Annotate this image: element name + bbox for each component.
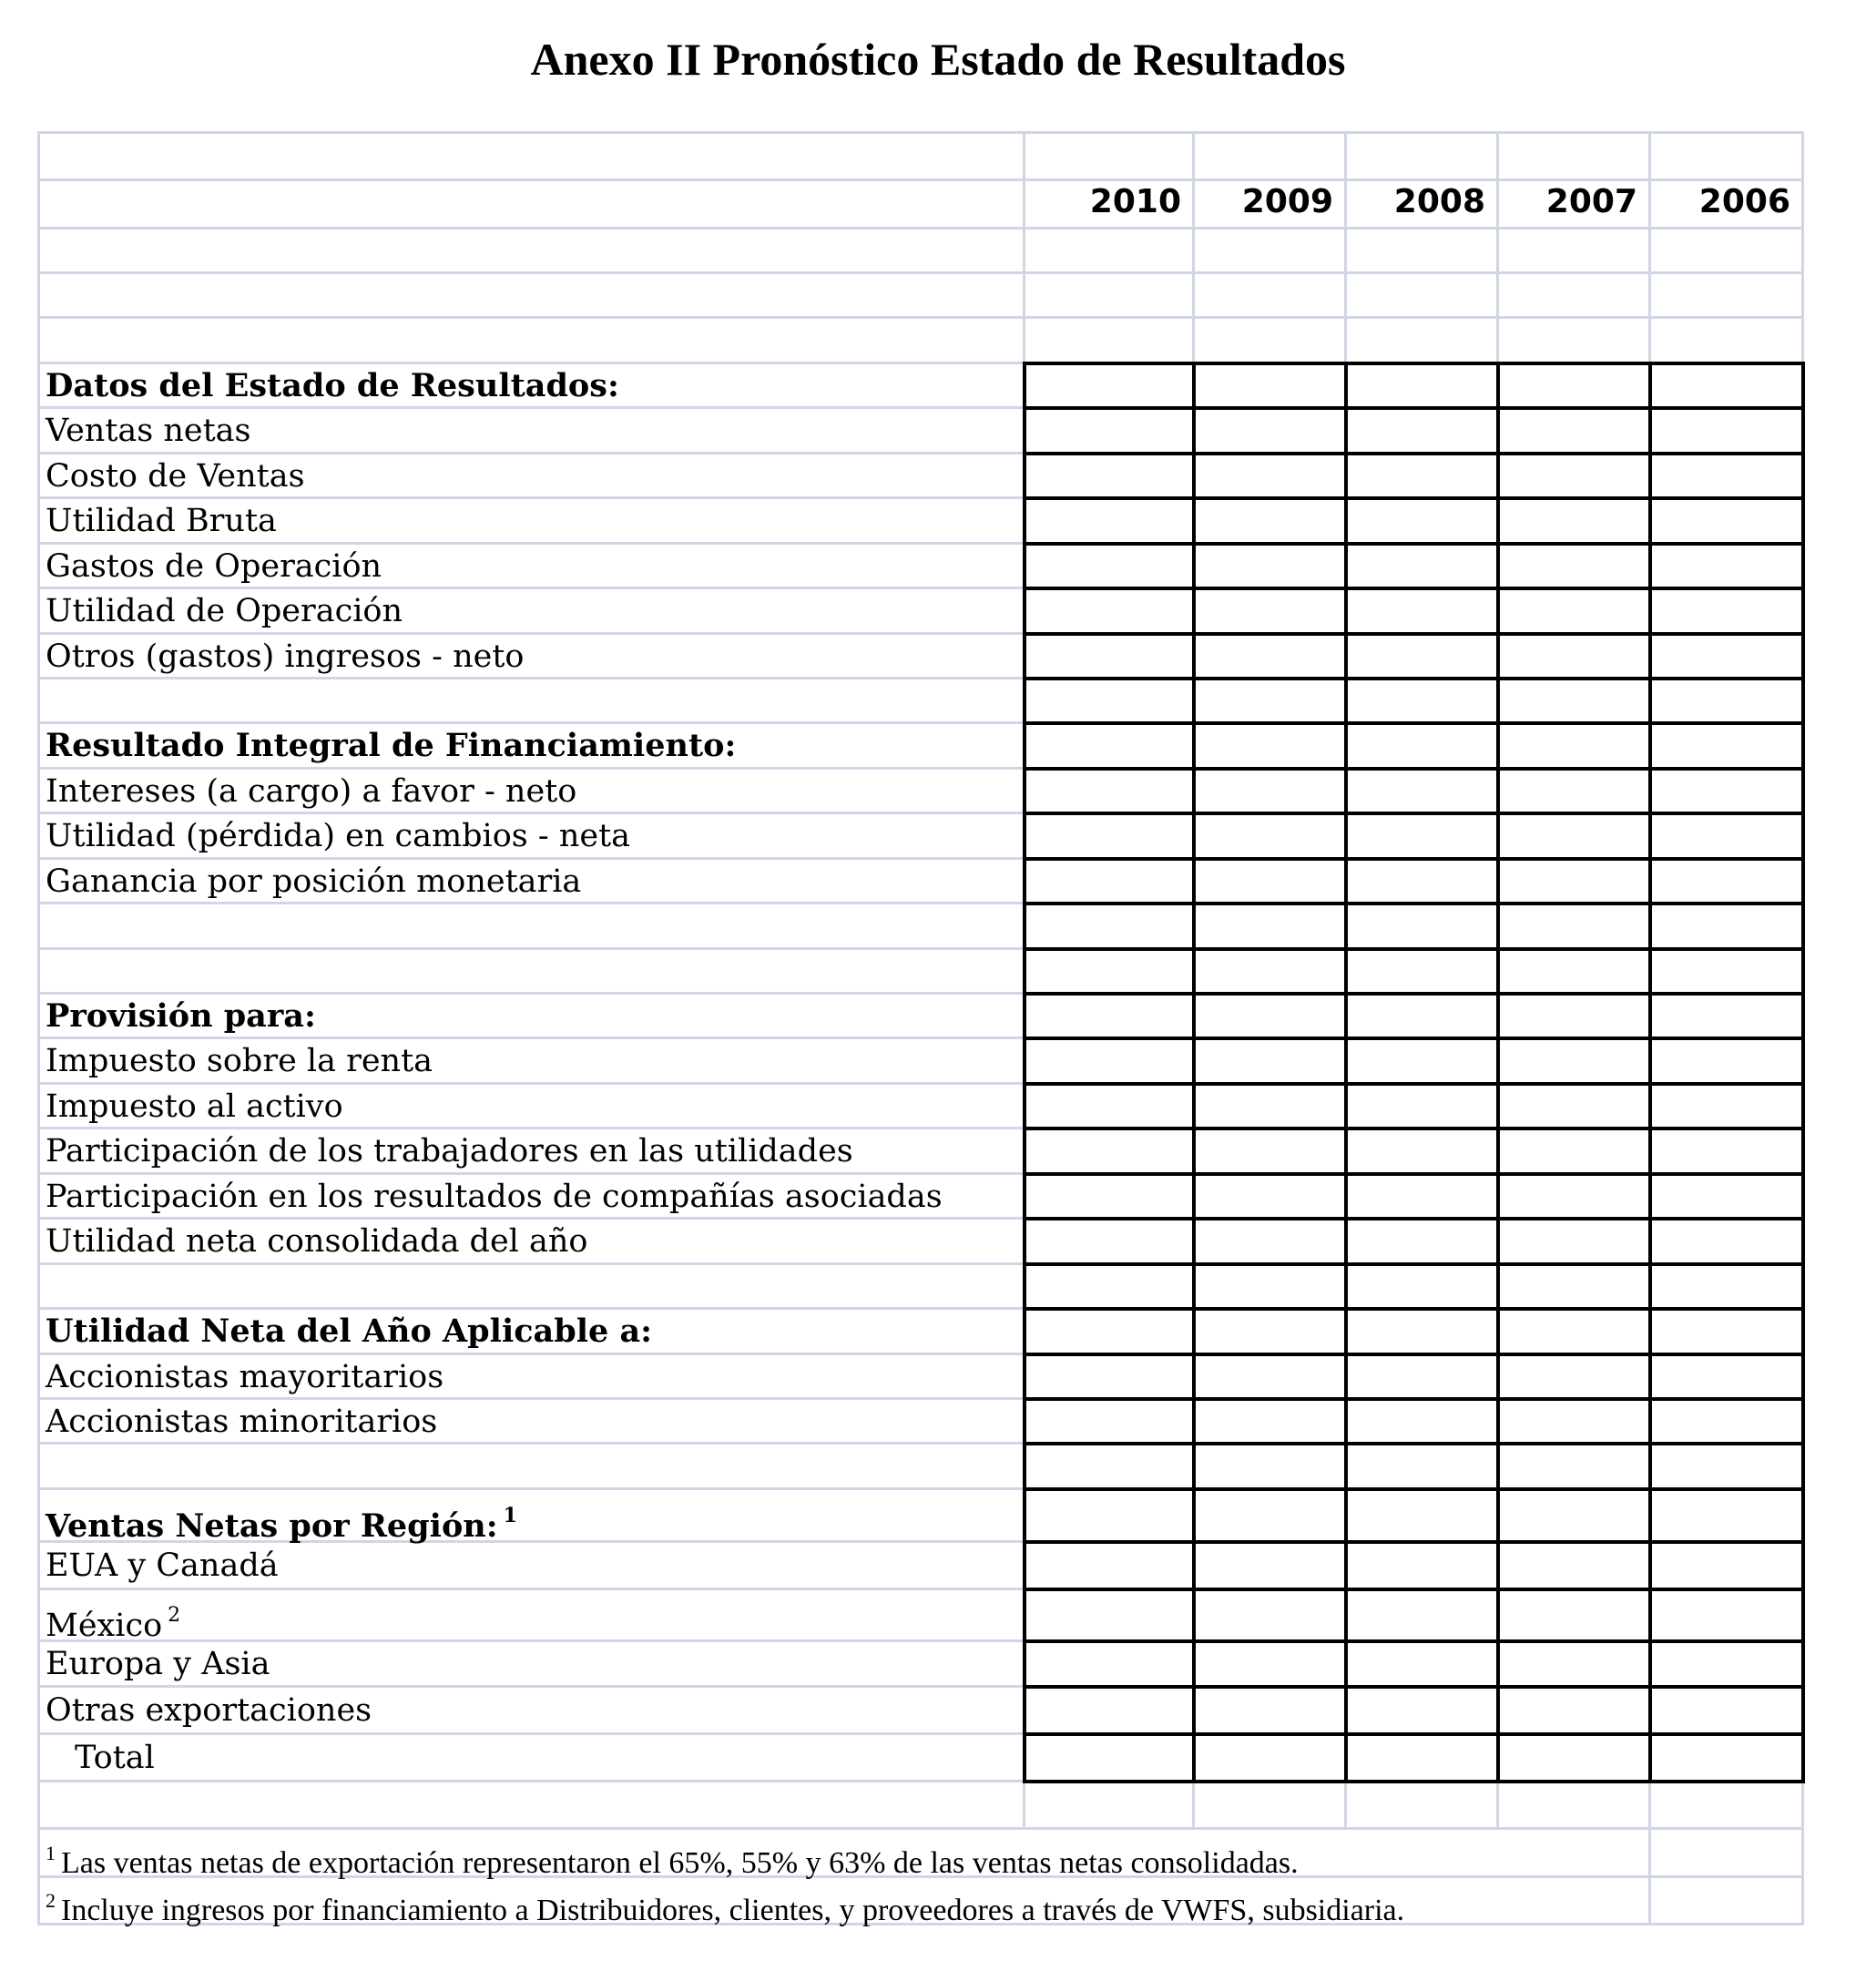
data-cell-border	[1023, 992, 1805, 996]
row-label	[46, 1688, 372, 1733]
page-title: Anexo II Pronóstico Estado de Resultados	[530, 34, 1346, 85]
row-label-text: Otras exportaciones	[46, 1692, 372, 1729]
grid-col-line	[37, 131, 40, 1923]
grid-row-line	[37, 227, 1804, 230]
grid-row-line	[37, 316, 1804, 319]
row-label	[46, 859, 581, 904]
footnote-marker: 2	[46, 1889, 56, 1912]
row-label-text: EUA y Canadá	[46, 1547, 279, 1584]
grid-row-line	[37, 131, 1804, 134]
data-cell-border	[1023, 902, 1805, 905]
data-cell-border	[1023, 1353, 1805, 1356]
footnote-marker: 2	[168, 1604, 181, 1627]
data-cell-border	[1023, 542, 1805, 546]
row-label-text: Costo de Ventas	[46, 458, 305, 495]
data-cell-border	[1344, 362, 1348, 1783]
row-label-text: Utilidad de Operación	[46, 593, 403, 629]
row-label-text: Europa y Asia	[46, 1646, 270, 1682]
row-label	[46, 994, 316, 1039]
row-label	[46, 723, 736, 769]
data-cell-border	[1023, 1262, 1805, 1266]
data-cell-border	[1023, 677, 1805, 680]
data-cell-border	[1023, 632, 1805, 636]
row-label	[46, 1543, 279, 1588]
row-label-text: Resultado Integral de Financiamiento:	[46, 727, 737, 764]
data-cell-border	[1023, 362, 1805, 365]
data-cell-border	[1023, 1127, 1805, 1130]
data-cell-border	[1023, 1307, 1805, 1311]
row-label-text: Intereses (a cargo) a favor - neto	[46, 773, 577, 810]
data-cell-border	[1023, 1442, 1805, 1445]
year-header-2009: 2009	[1241, 183, 1333, 220]
row-label	[46, 588, 403, 634]
data-cell-border	[1023, 587, 1805, 590]
data-cell-border	[1023, 1397, 1805, 1401]
data-cell-border	[1023, 406, 1805, 410]
row-label-text: Impuesto al activo	[46, 1088, 343, 1125]
row-label	[46, 1128, 853, 1174]
row-label-text: Utilidad neta consolidada del año	[46, 1223, 588, 1260]
row-label	[46, 634, 524, 679]
footnote-text: Las ventas netas de exportación representaron el 65%, 55% y 63% de las ventas netas consolidadas.	[61, 1846, 1299, 1880]
year-header-2010: 2010	[1089, 183, 1181, 220]
data-cell-border	[1023, 1082, 1805, 1086]
row-label-text: Otros (gastos) ingresos - neto	[46, 638, 525, 675]
footnote-marker: 1	[46, 1842, 56, 1864]
data-cell-border	[1023, 1217, 1805, 1220]
year-header-2008: 2008	[1393, 183, 1485, 220]
row-label	[46, 1354, 444, 1400]
data-cell-border	[1023, 947, 1805, 951]
grid-row-line	[37, 271, 1804, 274]
row-label-text: Total	[75, 1740, 155, 1776]
data-cell-border	[1023, 496, 1805, 500]
data-cell-border	[1496, 362, 1500, 1783]
data-cell-border	[1801, 362, 1805, 1783]
data-cell-border	[1023, 721, 1805, 725]
data-cell-border	[1023, 452, 1805, 455]
data-cell-border	[1192, 362, 1196, 1783]
data-cell-border	[1023, 812, 1805, 815]
footnote-text: Incluye ingresos por financiamiento a Distribuidores, clientes, y proveedores a través de VWFS, subsidiaria.	[61, 1894, 1405, 1927]
data-cell-border	[1648, 362, 1652, 1783]
data-cell-border	[1023, 1639, 1805, 1643]
footnote-marker: 1	[503, 1504, 517, 1527]
data-cell-border	[1023, 362, 1026, 1783]
row-label	[46, 498, 277, 544]
data-cell-border	[1023, 857, 1805, 861]
row-label	[46, 1174, 943, 1220]
row-label-text: Participación de los trabajadores en las utilidades	[46, 1133, 853, 1169]
row-label	[46, 813, 630, 859]
data-cell-border	[1023, 1487, 1805, 1491]
row-label	[46, 408, 250, 454]
row-label-text: Datos del Estado de Resultados:	[46, 367, 619, 404]
grid-col-line	[1801, 1827, 1804, 1923]
row-label-text: Ventas Netas por Región:	[46, 1507, 498, 1545]
row-label-text: Accionistas minoritarios	[46, 1404, 438, 1440]
row-label	[75, 1735, 155, 1781]
row-label-text: Ganancia por posición monetaria	[46, 863, 582, 900]
data-cell-border	[1023, 1172, 1805, 1176]
row-label	[46, 1493, 517, 1549]
data-cell-border	[1023, 1037, 1805, 1040]
footnote-2	[46, 1877, 1404, 1935]
row-label-text: Accionistas mayoritarios	[46, 1359, 444, 1395]
row-label-text: México	[46, 1608, 163, 1644]
row-label-text: Provisión para:	[46, 997, 316, 1035]
row-label	[46, 1084, 343, 1129]
row-label	[46, 769, 576, 814]
row-label	[46, 1399, 437, 1445]
row-label	[46, 363, 619, 409]
row-label-text: Utilidad Neta del Año Aplicable a:	[46, 1312, 653, 1350]
row-label-text: Ventas netas	[46, 413, 251, 449]
row-label-text: Gastos de Operación	[46, 548, 382, 585]
row-label	[46, 1038, 433, 1084]
data-cell-border	[1023, 1780, 1805, 1783]
row-label-text: Impuesto sobre la renta	[46, 1043, 433, 1079]
row-label	[46, 1641, 270, 1687]
data-cell-border	[1023, 767, 1805, 771]
row-label	[46, 1219, 587, 1264]
data-cell-border	[1023, 1588, 1805, 1591]
row-label	[46, 1309, 652, 1354]
row-label-text: Utilidad (pérdida) en cambios - neta	[46, 818, 631, 854]
data-cell-border	[1023, 1540, 1805, 1544]
year-header-2007: 2007	[1545, 183, 1637, 220]
row-label	[46, 1593, 180, 1649]
row-label-text: Utilidad Bruta	[46, 503, 277, 539]
row-label	[46, 454, 305, 499]
data-cell-border	[1023, 1732, 1805, 1736]
row-label-text: Participación en los resultados de compañías asociadas	[46, 1179, 943, 1215]
data-cell-border	[1023, 1685, 1805, 1689]
row-label	[46, 544, 382, 589]
year-header-2006: 2006	[1698, 183, 1790, 220]
